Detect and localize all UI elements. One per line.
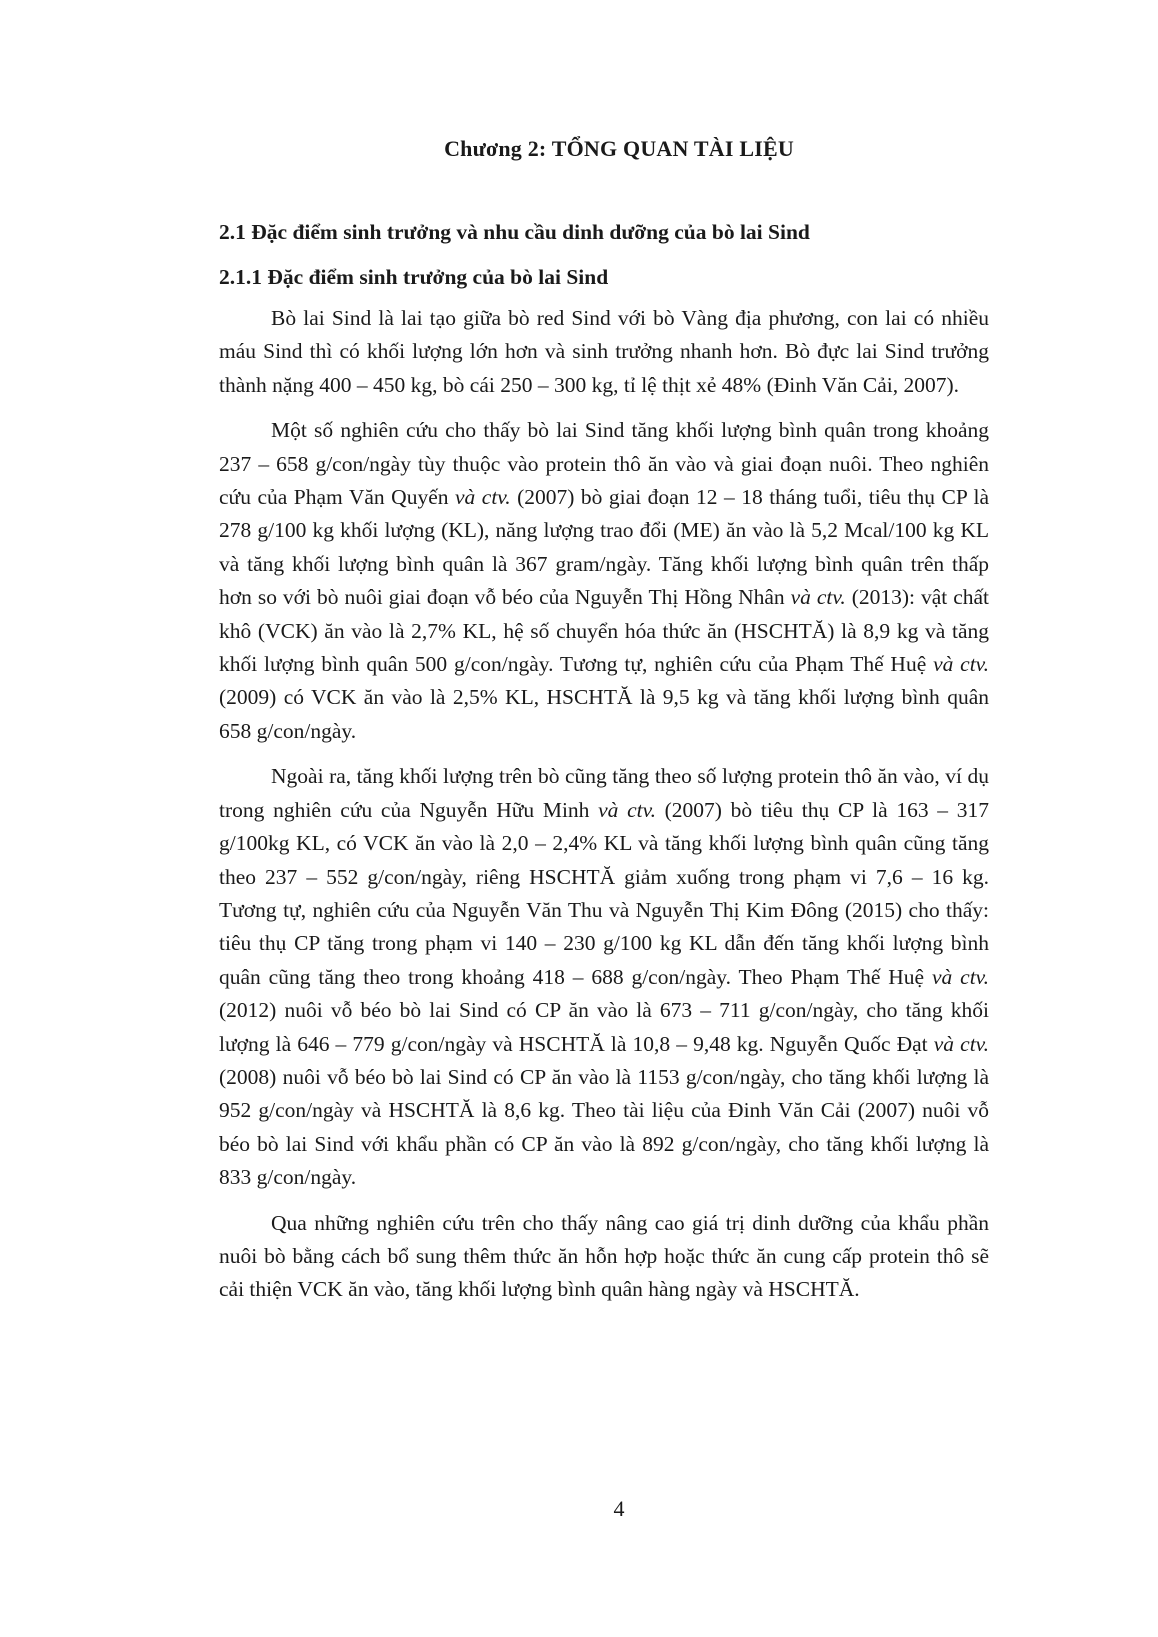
paragraph-4	[219, 1207, 989, 1307]
paragraph-2-text: (2007) bò giai đoạn 12 – 18 tháng tuổi, tiêu thụ CP là 278 g/100 kg khối lượng (KL), năng lượng trao đổi (ME) ăn vào là 5,2 Mcal/100 kg KL và tăng khối lượng bình quân là 367 gram/ngày. Tăng khối lượng bình quân trên thấp hơn so với bò nuôi giai đoạn vỗ béo của Nguyễn Thị Hồng Nhân	[219, 485, 989, 610]
paragraph-2-text: (2009) có VCK ăn vào là 2,5% KL, HSCHTĂ là 9,5 kg và tăng khối lượng bình quân 658 g/con/ngày.	[219, 685, 989, 743]
citation-etal: và ctv.	[931, 964, 989, 989]
chapter-title: Chương 2: TỔNG QUAN TÀI LIỆU	[444, 136, 794, 161]
paragraph-3-text: (2008) nuôi vỗ béo bò lai Sind có CP ăn vào là 1153 g/con/ngày, cho tăng khối lượng là 952 g/con/ngày và HSCHTĂ là 8,6 kg. Theo tài liệu của Đinh Văn Cải (2007) nuôi vỗ béo bò lai Sind với khẩu phần có CP ăn vào là 892 g/con/ngày, cho tăng khối lượng là 833 g/con/ngày.	[219, 1064, 989, 1190]
paragraph-3-text: (2012) nuôi vỗ béo bò lai Sind có CP ăn vào là 673 – 711 g/con/ngày, cho tăng khối lượng là 646 – 779 g/con/ngày và HSCHTĂ là 10,8 – 9,48 kg. Nguyễn Quốc Đạt	[219, 998, 989, 1056]
citation-etal: và ctv.	[933, 652, 989, 677]
paragraph-2-text: Một số nghiên cứu cho thấy bò lai Sind tăng khối lượng bình quân trong khoảng 237 – 658 g/con/ngày tùy thuộc vào protein thô ăn vào và giai đoạn nuôi. Theo nghiên cứu của Phạm Văn Quyến	[219, 418, 989, 510]
paragraph-1-text: Bò lai Sind là lai tạo giữa bò red Sind với bò Vàng địa phương, con lai có nhiều máu Sind thì có khối lượng lớn hơn và sinh trưởng nhanh hơn. Bò đực lai Sind trưởng thành nặng 400 – 450 kg, bò cái 250 – 300 kg, tỉ lệ thịt xẻ 48% (Đinh Văn Cải, 2007).	[219, 306, 989, 397]
paragraph-3-text: (2007) bò tiêu thụ CP là 163 – 317 g/100kg KL, có VCK ăn vào là 2,0 – 2,4% KL và tăng khối lượng bình quân cũng tăng theo 237 – 552 g/con/ngày, riêng HSCHTĂ giảm xuống trong phạm vi 7,6 – 16 kg. Tương tự, nghiên cứu của Nguyễn Văn Thu và Nguyễn Thị Kim Đông (2015) cho thấy: tiêu thụ CP tăng trong phạm vi 140 – 230 g/100 kg KL dẫn đến tăng khối lượng bình quân cũng tăng theo trong khoảng 418 – 688 g/con/ngày. Theo Phạm Thế Huệ	[219, 797, 989, 989]
paragraph-2	[219, 414, 989, 748]
page-number: 4	[613, 1496, 625, 1521]
paragraph-3	[219, 760, 989, 1194]
citation-etal: và ctv.	[598, 797, 656, 822]
citation-etal: và ctv.	[790, 585, 846, 610]
paragraph-2-text: (2013): vật chất khô (VCK) ăn vào là 2,7% KL, hệ số chuyển hóa thức ăn (HSCHTĂ) là 8,9 kg và tăng khối lượng bình quân 500 g/con/ngày. Tương tự, nghiên cứu của Phạm Thế Huệ	[219, 585, 989, 677]
paragraph-4-text: Qua những nghiên cứu trên cho thấy nâng cao giá trị dinh dưỡng của khẩu phần nuôi bò bằng cách bổ sung thêm thức ăn hỗn hợp hoặc thức ăn cung cấp protein thô sẽ cải thiện VCK ăn vào, tăng khối lượng bình quân hàng ngày và HSCHTĂ.	[219, 1210, 989, 1302]
paragraph-3-text: Ngoài ra, tăng khối lượng trên bò cũng tăng theo số lượng protein thô ăn vào, ví dụ trong nghiên cứu của Nguyễn Hữu Minh	[219, 764, 989, 822]
section-heading: 2.1 Đặc điểm sinh trưởng và nhu cầu dinh dưỡng của bò lai Sind	[219, 220, 810, 244]
citation-etal: và ctv.	[933, 1031, 989, 1056]
paragraph-1	[219, 302, 989, 402]
body-text	[219, 302, 989, 1319]
citation-etal: và ctv.	[454, 485, 511, 510]
subsection-heading: 2.1.1 Đặc điểm sinh trưởng của bò lai Sind	[219, 265, 609, 289]
